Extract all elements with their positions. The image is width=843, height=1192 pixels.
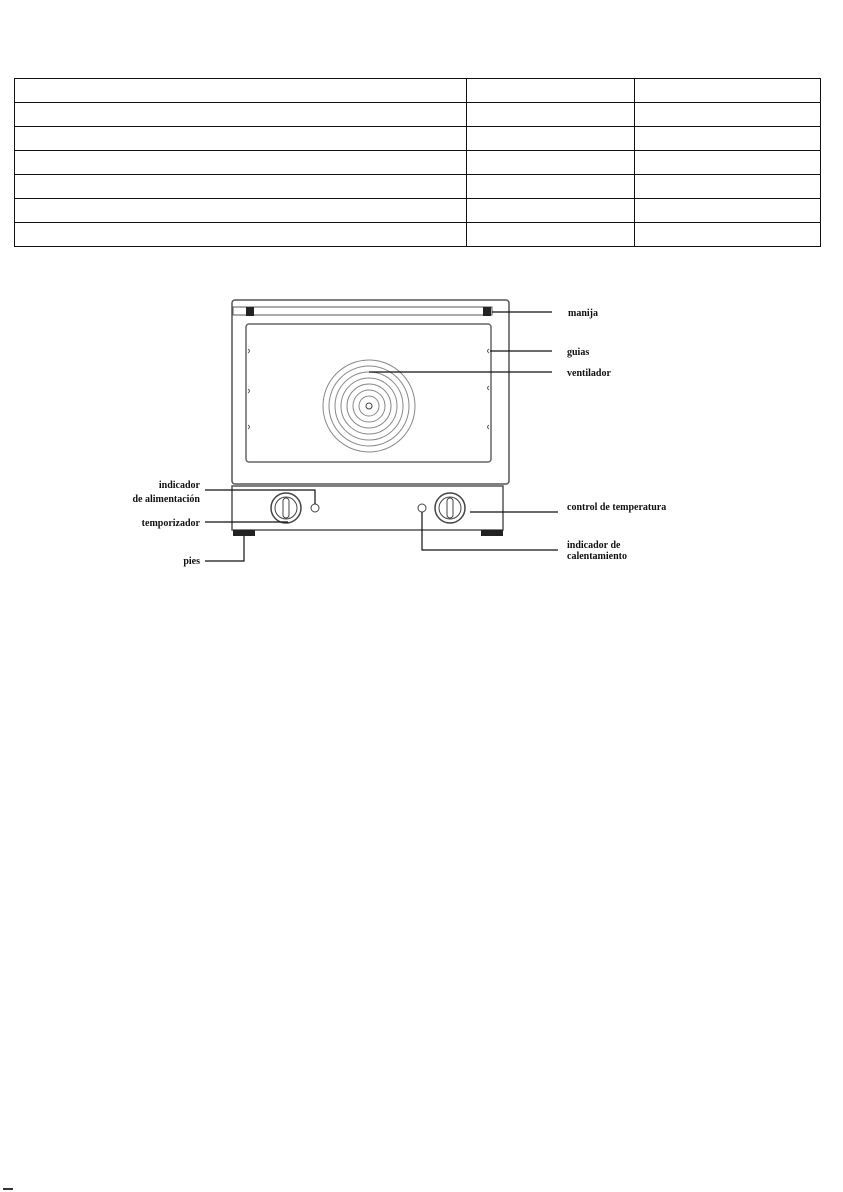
table-row [15, 79, 821, 103]
table-cell [15, 175, 467, 199]
table-cell [635, 175, 821, 199]
handle-left-cap [246, 307, 254, 316]
table-row [15, 127, 821, 151]
table-cell [467, 199, 635, 223]
table-cell [635, 151, 821, 175]
label-fan: ventilador [567, 368, 611, 379]
table-cell [467, 175, 635, 199]
table-cell [635, 199, 821, 223]
table-cell [15, 127, 467, 151]
table-cell [635, 79, 821, 103]
label-heating-indicator-2: calentamiento [567, 551, 627, 562]
table-cell [467, 223, 635, 247]
heating-indicator-light [418, 504, 426, 512]
table-cell [467, 103, 635, 127]
spec-table-body [15, 79, 821, 247]
label-feet: pies [183, 556, 200, 567]
label-power-indicator-2: de alimentación [132, 494, 200, 505]
right-foot [481, 530, 503, 536]
label-power-indicator-1: indicador [158, 480, 200, 491]
left-foot [233, 530, 255, 536]
table-cell [15, 199, 467, 223]
label-heating-indicator-1: indicador de [567, 540, 621, 551]
table-row [15, 103, 821, 127]
table-cell [635, 103, 821, 127]
table-cell [467, 151, 635, 175]
table-cell [15, 79, 467, 103]
table-row [15, 151, 821, 175]
table-cell [635, 223, 821, 247]
oven-window [246, 324, 491, 462]
spec-table [14, 78, 821, 247]
table-cell [15, 223, 467, 247]
label-handle: manija [568, 308, 598, 319]
power-indicator-light [311, 504, 319, 512]
table-cell [15, 151, 467, 175]
label-timer: temporizador [141, 518, 200, 529]
table-cell [467, 127, 635, 151]
page-edge-mark [3, 1188, 13, 1190]
table-cell [15, 103, 467, 127]
timer-knob [271, 493, 301, 523]
table-cell [467, 79, 635, 103]
temperature-knob [435, 493, 465, 523]
table-cell [635, 127, 821, 151]
label-guides: guias [567, 347, 590, 358]
table-row [15, 175, 821, 199]
oven-diagram [0, 290, 843, 580]
table-row [15, 199, 821, 223]
handle-right-cap [483, 307, 491, 316]
label-temperature-control: control de temperatura [567, 502, 667, 513]
table-row [15, 223, 821, 247]
oven-handle [233, 307, 492, 315]
